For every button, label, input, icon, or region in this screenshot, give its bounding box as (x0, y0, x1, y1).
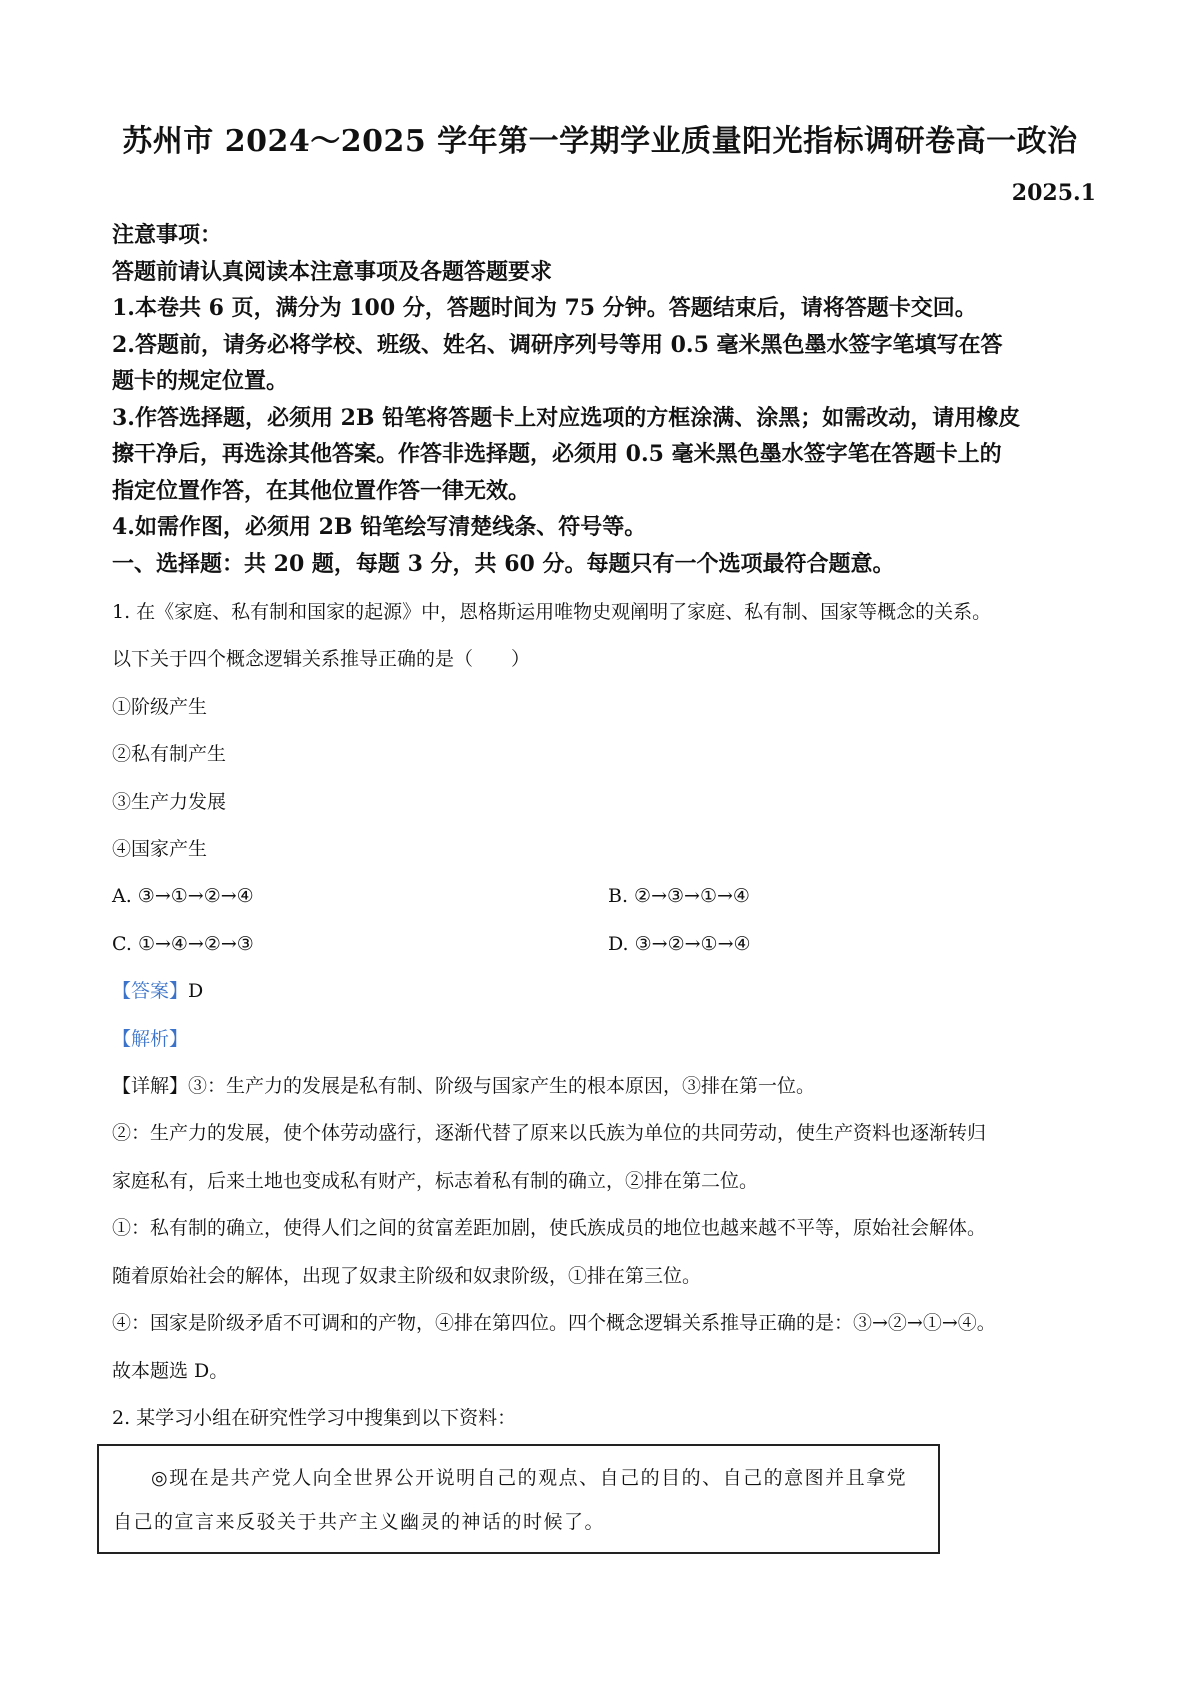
question-stem: 以下关于四个概念逻辑关系推导正确的是（ ） (112, 648, 531, 671)
answer-line (112, 968, 1112, 1015)
quote-text: ◎现在是共产党人向全世界公开说明自己的观点、自己的目的、自己的意图并且拿党 (151, 1467, 908, 1489)
options-row (112, 873, 1112, 920)
notes-line: 4.如需作图，必须用 2B 铅笔绘写清楚线条、符号等。 (112, 514, 647, 540)
exam-instructions (112, 217, 1104, 582)
page-title: 苏州市 2024～2025 学年第一学期学业质量阳光指标调研卷高一政治 (122, 124, 1078, 159)
detail-text: ②：生产力的发展，使个体劳动盛行，逐渐代替了原来以氏族为单位的共同劳动，使生产资料也逐渐转归 (112, 1122, 987, 1145)
detail-text: 随着原始社会的解体，出现了奴隶主阶级和奴隶阶级，①排在第三位。 (112, 1264, 702, 1287)
answer-tag: 【答案】 (112, 980, 189, 1003)
option-d: D. ③→②→①→④ (608, 932, 751, 955)
detail-text: ③：生产力的发展是私有制、阶级与国家产生的根本原因，③排在第一位。 (188, 1075, 816, 1098)
detail-line (112, 1063, 1112, 1110)
question-item: ①阶级产生 (112, 695, 208, 718)
question-1 (112, 589, 1112, 1442)
detail-text: 家庭私有，后来土地也变成私有财产，标志着私有制的确立，②排在第二位。 (112, 1169, 759, 1192)
detail-text: ④：国家是阶级矛盾不可调和的产物，④排在第四位。四个概念逻辑关系推导正确的是：③→②→①→④。 (112, 1312, 996, 1335)
notes-line: 擦干净后，再选涂其他答案。作答非选择题，必须用 0.5 毫米黑色墨水签字笔在答题卡上的 (112, 441, 1002, 467)
question-2-stem: 2. 某学习小组在研究性学习中搜集到以下资料： (112, 1406, 517, 1429)
question-item: ③生产力发展 (112, 790, 227, 813)
detail-tag: 【详解】 (112, 1075, 189, 1098)
notes-line: 2.答题前，请务必将学校、班级、姓名、调研序列号等用 0.5 毫米黑色墨水签字笔填写在答 (112, 331, 1003, 358)
notes-line: 指定位置作答，在其他位置作答一律无效。 (112, 477, 531, 504)
answer-value: D (188, 980, 204, 1003)
option-a: A. ③→①→②→④ (112, 885, 254, 908)
notes-line: 3.作答选择题，必须用 2B 铅笔将答题卡上对应选项的方框涂满、涂黑；如需改动，请用橡皮 (112, 404, 1021, 431)
detail-text: ①：私有制的确立，使得人们之间的贫富差距加剧，使氏族成员的地位也越来越不平等，原始社会解体。 (112, 1217, 987, 1240)
option-c: C. ①→④→②→③ (112, 932, 254, 955)
analysis-line (112, 1016, 1112, 1063)
quote-text: 自己的宣言来反驳关于共产主义幽灵的神话的时候了。 (113, 1511, 606, 1533)
question-item: ②私有制产生 (112, 743, 227, 766)
notes-heading: 注意事项： (112, 222, 223, 248)
detail-text: 故本题选 D。 (112, 1359, 229, 1382)
analysis-tag: 【解析】 (112, 1027, 189, 1050)
options-row (112, 921, 1112, 968)
option-b: B. ②→③→①→④ (608, 885, 750, 908)
question-item: ④国家产生 (112, 838, 208, 861)
section-heading: 一、选择题：共 20 题，每题 3 分，共 60 分。每题只有一个选项最符合题意。 (112, 550, 895, 577)
notes-line: 题卡的规定位置。 (112, 368, 289, 394)
notes-line: 1.本卷共 6 页，满分为 100 分，答题时间为 75 分钟。答题结束后，请将答题卡交回。 (112, 295, 977, 321)
notes-line: 答题前请认真阅读本注意事项及各题答题要求 (112, 258, 553, 285)
question-stem: 1. 在《家庭、私有制和国家的起源》中，恩格斯运用唯物史观阐明了家庭、私有制、国家等概念的关系。 (112, 601, 992, 623)
quote-box (97, 1444, 940, 1554)
exam-date: 2025.1 (1011, 180, 1096, 206)
